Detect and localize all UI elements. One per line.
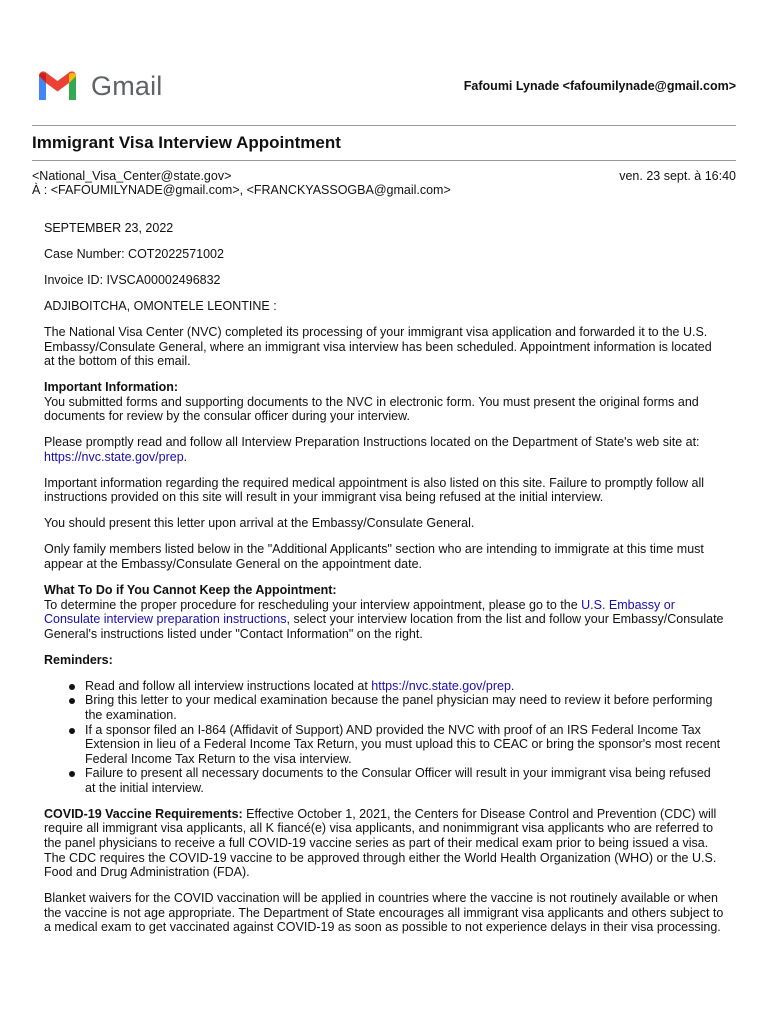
covid-text: Effective October 1, 2021, the Centers for Disease Control and Prevention (CDC) will require all immigrant visa applicants, all K fiancé(e) visa applicants, and nonimmigrant visa applicants who are referred to the panel physicians to receive a full COVID-19 vaccine series as part of their medical exam prior to being issued a visa. The CDC requires the COVID-19 vaccine to be approved through either the World Health Organization (WHO) or the U.S. Food and Drug Administration (FDA). (44, 806, 717, 880)
family-paragraph: Only family members listed below in the "Additional Applicants" section who are intending to immigrate at this time must appear at the Embassy/Consulate General on the appointment date. (44, 542, 704, 572)
email-body (44, 221, 724, 946)
reminder-prep-link[interactable]: https://nvc.state.gov/prep. (371, 678, 515, 693)
covid-heading: COVID-19 Vaccine Requirements: (44, 806, 243, 821)
present-letter-paragraph: You should present this letter upon arrival at the Embassy/Consulate General. (44, 516, 475, 531)
reminder-1-text: Read and follow all interview instructions located at (85, 678, 372, 693)
cannot-keep-text-end: , select your interview location from the list and follow your Embassy/Consulate General's instructions listed under "Contact Information" on the right. (44, 612, 724, 641)
header-divider (32, 125, 736, 126)
list-item (85, 679, 724, 694)
covid-section (44, 807, 724, 880)
intro-paragraph: The National Visa Center (NVC) completed its processing of your immigrant visa application and forwarded it to the U.S. Embassy/Consulate General, where an immigrant visa interview has been scheduled. Appointment information is located at the bottom of this email. (44, 324, 712, 369)
cannot-keep-text: To determine the proper procedure for rescheduling your interview appointment, please go to the (44, 597, 582, 612)
reminders-list (44, 679, 724, 796)
cannot-keep-heading: What To Do if You Cannot Keep the Appointment: (44, 583, 337, 597)
recipients-row (32, 183, 736, 197)
recipients: À : <FAFOUMILYNADE@gmail.com>, <FRANCKYASSOGBA@gmail.com> (32, 183, 451, 197)
prep-paragraph (44, 435, 724, 464)
important-info-text: You submitted forms and supporting documents to the NVC in electronic form. You must present the original forms and documents for review by the consular officer during your interview. (44, 394, 699, 424)
email-date: ven. 23 sept. à 16:40 (619, 169, 736, 183)
invoice-id: Invoice ID: IVSCA00002496832 (44, 272, 221, 287)
sender-address: <National_Visa_Center@state.gov> (32, 169, 232, 183)
list-item: Bring this letter to your medical examination because the panel physician may need to review it before performing the examination. (85, 693, 724, 722)
reminders-heading (44, 653, 724, 668)
email-subject: Immigrant Visa Interview Appointment (32, 133, 341, 152)
medical-paragraph: Important information regarding the required medical appointment is also listed on this site. Failure to promptly follow all instructions provided on this site will result in your immigrant visa being refused at the initial interview. (44, 475, 705, 505)
embassy-instructions-link[interactable]: U.S. Embassy or Consulate interview preparation instructions (44, 597, 675, 627)
gmail-logo (36, 68, 163, 104)
important-info-section (44, 380, 724, 424)
cannot-keep-section (44, 583, 724, 641)
prep-link[interactable]: https://nvc.state.gov/prep (44, 449, 184, 464)
applicant-name: ADJIBOITCHA, OMONTELE LEONTINE : (44, 298, 277, 313)
account-email: Fafoumi Lynade <fafoumilynade@gmail.com> (463, 79, 736, 93)
gmail-wordmark: Gmail (91, 70, 163, 101)
sender-row (32, 169, 736, 183)
subject-divider (32, 160, 736, 161)
case-number: Case Number: COT2022571002 (44, 246, 224, 261)
gmail-m-icon (36, 70, 79, 102)
reminders-heading-text: Reminders: (44, 652, 113, 667)
prep-period: . (183, 449, 188, 464)
list-item: Failure to present all necessary documents to the Consular Officer will result in your immigrant visa being refused at the initial interview. (85, 766, 724, 795)
prep-text: Please promptly read and follow all Interview Preparation Instructions located on the Department of State's web site at: (44, 435, 700, 450)
letter-date: SEPTEMBER 23, 2022 (44, 221, 174, 235)
waiver-paragraph: Blanket waivers for the COVID vaccination will be applied in countries where the vaccine is not routinely available or when the vaccine is not age appropriate. The Department of State encourages all immigrant visa applicants and others subject to a medical exam to get vaccinated against COVID-19 as soon as possible to not experience delays in their visa processing. (44, 891, 724, 935)
important-info-heading: Important Information: (44, 380, 179, 395)
list-item: If a sponsor filed an I-864 (Affidavit of Support) AND provided the NVC with proof of an IRS Federal Income Tax Extension in lieu of a Federal Income Tax Return, you must upload this to CEAC or bring the sponsor's most recent Federal Income Tax Return to the visa interview. (85, 723, 724, 767)
gmail-header (36, 68, 736, 104)
